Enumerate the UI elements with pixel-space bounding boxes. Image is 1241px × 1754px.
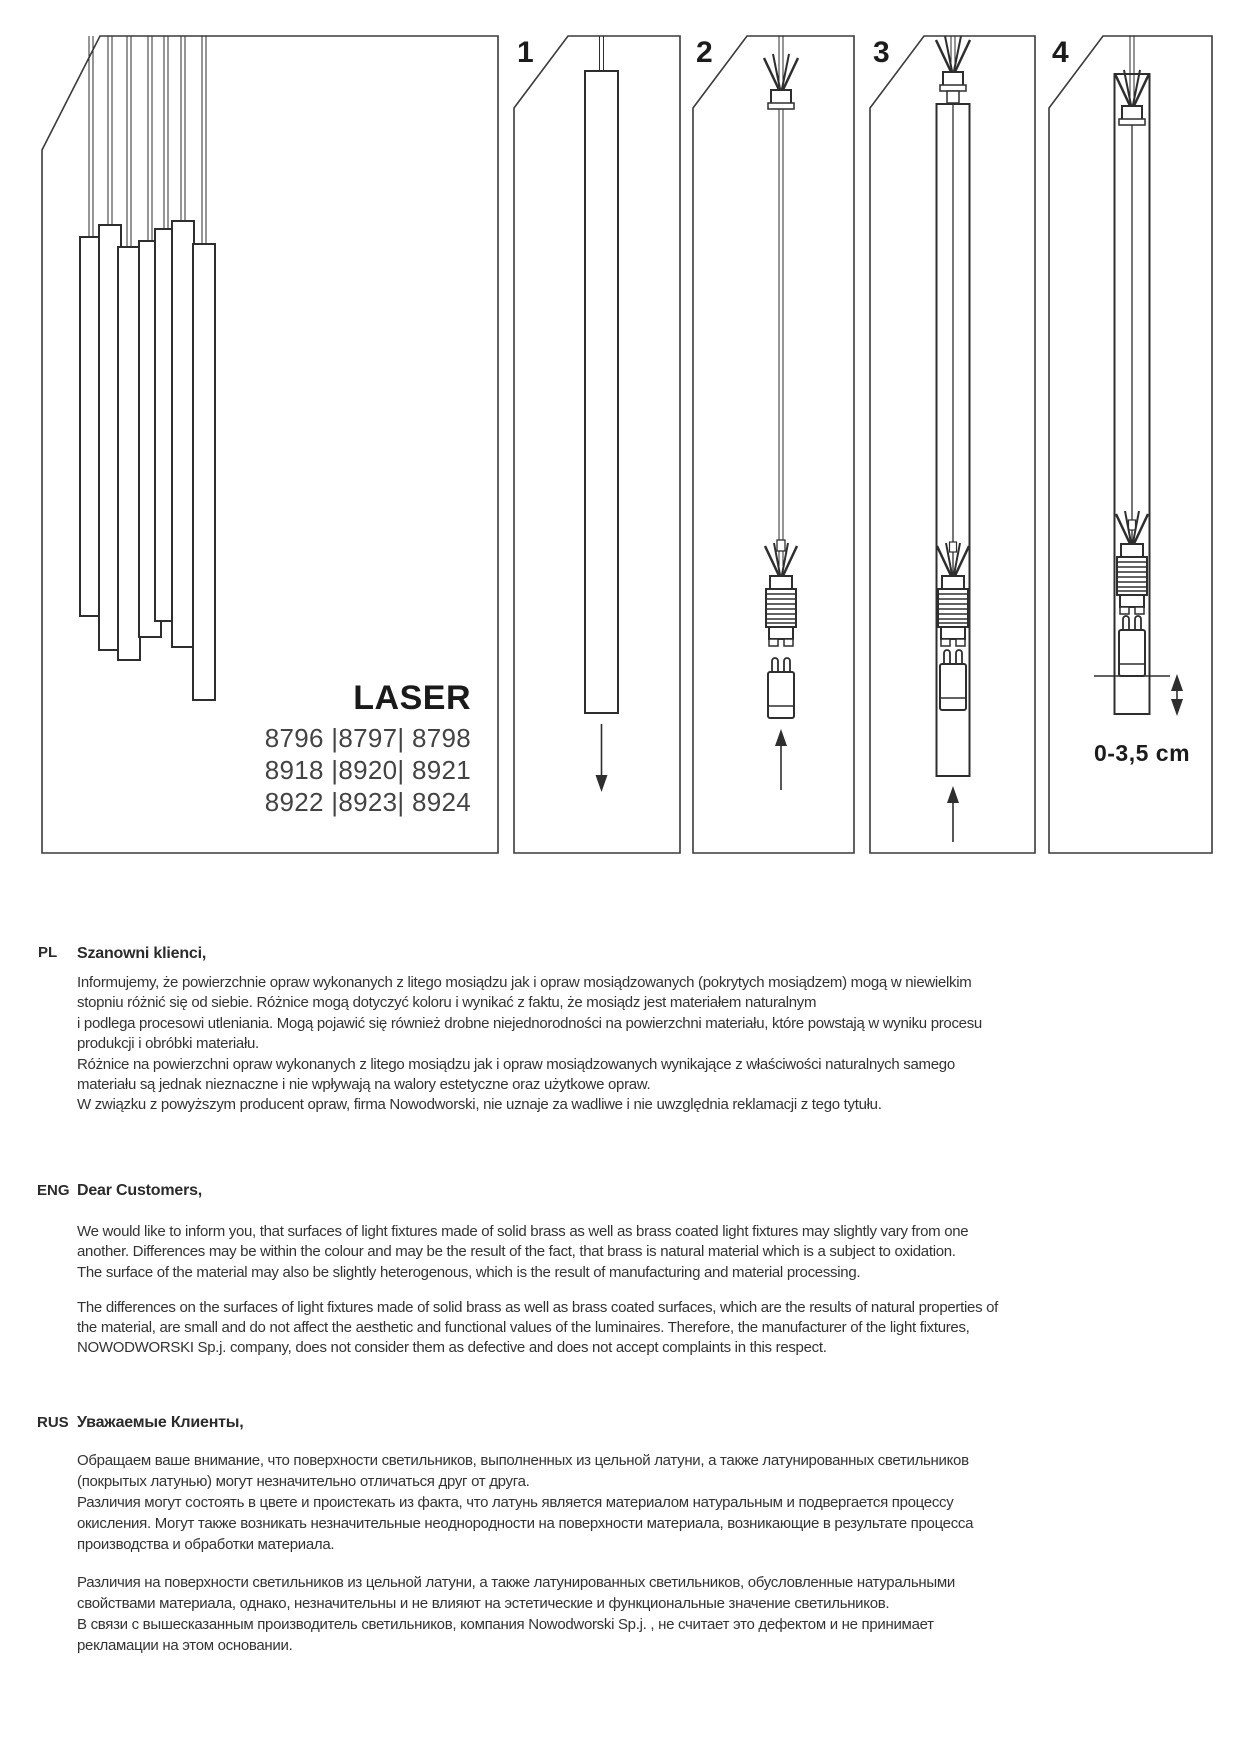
text-line: Различия могут состоять в цвете и проистекать из факта, что латунь является материалом натуральным и подвергается процессу: [77, 1494, 954, 1511]
text-line: another. Differences may be within the colour and may be the result of the fact, that brass is natural material which is a subject to oxidation.: [77, 1243, 956, 1261]
text-line: Różnice na powierzchni opraw wykonanych z litego mosiądzu jak i opraw mosiądzowanych wynikające z właściwości naturalnych samego: [77, 1055, 955, 1073]
text-line: рекламации на этом основании.: [77, 1637, 293, 1654]
wire-stop-bead: [950, 542, 957, 552]
text-line: stopniu różnić się od siebie. Różnice mogą dotyczyć koloru i wynikać z faktu, że mosiądz jest materiałem naturalnym: [77, 994, 817, 1012]
assembly-diagram: [0, 0, 1241, 870]
text-line: the material, are small and do not affect the aesthetic and functional values of the luminaires. Therefore, the manufacturer of the light fixtures,: [77, 1319, 970, 1337]
text-line: materiału są jednak nieznaczne i nie wpływają na walory estetyczne oraz użytkowe opraw.: [77, 1076, 651, 1094]
model-line: 8918 |8920| 8921: [264, 755, 471, 785]
g9-bulb-icon: [768, 658, 794, 718]
text-line: Обращаем ваше внимание, что поверхности светильников, выполненных из цельной латуни, а также латунированных светильников: [77, 1452, 969, 1469]
step-number-4: 4: [1052, 36, 1069, 69]
lang-label-rus: RUS: [37, 1414, 69, 1431]
product-name: LASER: [353, 679, 471, 717]
section-heading-eng: Dear Customers,: [77, 1182, 203, 1199]
model-numbers: [215, 722, 471, 818]
paragraph: [77, 1450, 973, 1555]
up-arrow-icon: [947, 786, 959, 842]
text-line: produkcji i obróbki materiału.: [77, 1035, 259, 1053]
pendant-lamp-cluster: [80, 36, 215, 700]
text-line: Различия на поверхности светильников из цельной латуни, а также латунированных светильников, обусловленные натуральными: [77, 1574, 955, 1591]
model-line: 8922 |8923| 8924: [264, 787, 471, 817]
text-line: i podlega procesowi utleniania. Mogą pojawić się również drobne niejednorodności na powierzchni materiału, które powstają w wyniku procesu: [77, 1014, 982, 1032]
step2-drawing: [764, 36, 798, 790]
step-number-1: 1: [517, 36, 534, 69]
paragraph: [77, 1298, 998, 1359]
socket-icon: [765, 543, 797, 646]
lang-label-pl: PL: [38, 944, 58, 961]
ceiling-canopy-icon: [936, 36, 970, 91]
wire-stop-bead: [777, 540, 785, 551]
text-line: We would like to inform you, that surfaces of light fixtures made of solid brass as well as brass coated light fixtures may slightly vary from one: [77, 1223, 969, 1240]
text-line: свойствами материала, однако, незначительны и не влияют на эстетические и функциональные значение светильников.: [77, 1595, 890, 1612]
text-line: W związku z powyższym producent opraw, firma Nowodworski, nie uznaje za wadliwe i nie uwzględnia reklamacji z tego tytułu.: [77, 1096, 882, 1114]
text-line: окисления. Могут также возникать незначительные неоднородности на поверхности материала, возникающие в результате процесса: [77, 1515, 974, 1532]
step-number-2: 2: [696, 36, 713, 69]
step1-drawing: [585, 36, 618, 792]
text-line: (покрытых латунью) могут незначительно отличаться друг от друга.: [77, 1473, 530, 1490]
model-line: 8796 |8797| 8798: [264, 723, 471, 753]
text-line: В связи с вышесказанным производитель светильников, компания Nowodworski Sp.j. , не считает это дефектом и не принимает: [77, 1616, 934, 1633]
suspension-wires: [89, 36, 206, 249]
section-body-pl: [77, 973, 982, 1116]
wire-stop-bead: [1129, 520, 1136, 530]
tube: [585, 71, 618, 713]
measurement-label: 0-3,5 cm: [1093, 740, 1191, 766]
step3-drawing: [936, 36, 970, 842]
double-arrow-icon: [1171, 674, 1183, 716]
text-line: производства и обработки материала.: [77, 1536, 335, 1553]
up-arrow-icon: [775, 729, 787, 790]
paragraph: [77, 1222, 998, 1283]
step-number-3: 3: [873, 36, 890, 69]
section-heading-rus: Уважаемые Клиенты,: [77, 1414, 244, 1431]
step4-drawing: [1094, 36, 1183, 716]
lamp-tubes: [80, 221, 215, 700]
text-line: The surface of the material may also be slightly heterogenous, which is the result of manufacturing and material processing.: [77, 1263, 861, 1281]
down-arrow-icon: [596, 724, 608, 792]
paragraph: [77, 1572, 973, 1656]
section-heading-pl: Szanowni klienci,: [77, 945, 207, 962]
text-line: The differences on the surfaces of light fixtures made of solid brass as well as brass coated surfaces, which are the results of natural properties of: [77, 1298, 999, 1316]
section-body-rus: [77, 1450, 973, 1656]
ceiling-canopy-icon: [764, 54, 798, 109]
lang-label-eng: ENG: [37, 1182, 70, 1199]
diagram-linework: [0, 0, 1241, 870]
text-line: Informujemy, że powierzchnie opraw wykonanych z litego mosiądzu jak i opraw mosiądzowanych (pokrytych mosiądzem) mogą w niewielkim: [77, 974, 972, 991]
text-line: NOWODWORSKI Sp.j. company, does not consider them as defective and does not accept complaints in this respect.: [77, 1339, 827, 1357]
section-body-eng: [77, 1222, 998, 1359]
